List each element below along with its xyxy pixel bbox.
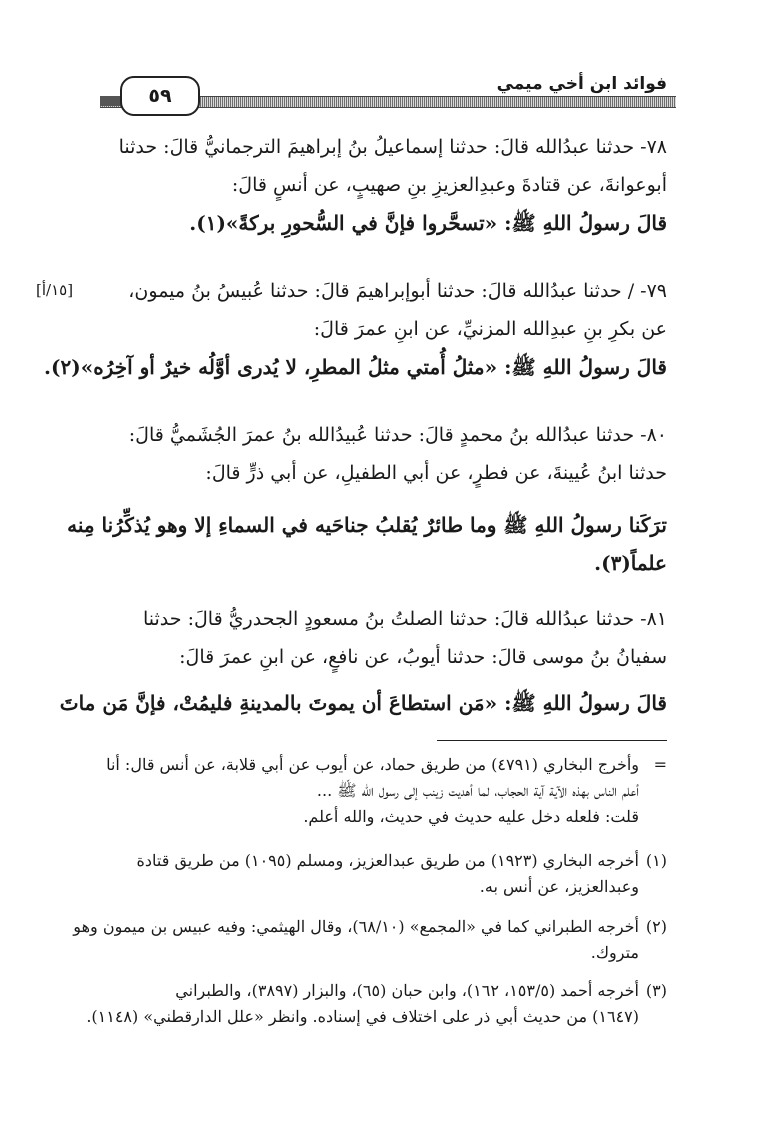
matn-quote: قالَ رسولُ اللهِ ﷺ: «تسحَّروا فإنَّ في السُّحورِ بركةً»(١). — [189, 211, 667, 235]
footnote-separator — [437, 740, 667, 741]
isnad-line: سفيانُ بنُ موسى قالَ: حدثنا أيوبُ، عن نافعٍ، عن ابنِ عمرَ قالَ: — [179, 646, 667, 668]
footnote-line: وأخرج البخاري (٤٧٩١) من طريق حماد، عن أيوب عن أبي قلابة، عن أنس قال: أنا — [106, 755, 639, 774]
hadith-81 — [59, 600, 667, 722]
footnote-line: متروك. — [590, 943, 639, 962]
hadith-78 — [88, 128, 667, 242]
footnote-line: أخرجه الطبراني كما في «المجمع» (٦٨/١٠)، وقال الهيثمي: وفيه عبيس بن ميمون وهو — [73, 917, 639, 936]
isnad-line: ٧٩- / حدثنا عبدُالله قالَ: حدثنا أبوإبراهيمَ قالَ: حدثنا عُبيسُ بنُ ميمون، — [128, 280, 667, 302]
isnad-line: ٨١- حدثنا عبدُالله قالَ: حدثنا الصلتُ بنُ مسعودٍ الجحدريُّ قالَ: حدثنا — [143, 608, 667, 630]
matn-quote: ترَكَنا رسولُ اللهِ ﷺ وما طائرٌ يُقلبُ جناحَيه في السماءِ إلا وهو يُذكِّرُنا مِنه — [67, 513, 667, 537]
hadith-80 — [67, 416, 667, 582]
footnote-line: (١٦٤٧) من حديث أبي ذر على اختلاف في إسناده. وانظر «علل الدارقطني» (١١٤٨). — [86, 1007, 639, 1026]
matn-quote: قالَ رسولُ اللهِ ﷺ: «مثلُ أُمتي مثلُ المطرِ، لا يُدرى أوَّلُه خيرٌ أو آخِرُه»(٢). — [44, 355, 667, 379]
isnad-line: ٨٠- حدثنا عبدُالله بنُ محمدٍ قالَ: حدثنا عُبيدُالله بنُ عمرَ الجُشَميُّ قالَ: — [128, 424, 667, 446]
isnad-line: أبوعوانةَ، عن قتادةَ وعبدِالعزيزِ بنِ صهيبٍ، عن أنسٍ قالَ: — [231, 174, 667, 196]
footnote-line: وعبدالعزيز، عن أنس به. — [479, 877, 639, 896]
matn-quote: علماً(٣). — [594, 551, 667, 575]
footnote-mark: (٣) — [645, 981, 667, 1000]
isnad-line: حدثنا ابنُ عُيينةَ، عن فطرٍ، عن أبي الطفيلِ، عن أبي ذرٍّ قالَ: — [205, 462, 667, 484]
matn-quote: قالَ رسولُ اللهِ ﷺ: «مَن استطاعَ أن يموتَ بالمدينةِ فليمُتْ، فإنَّ مَن ماتَ — [59, 691, 667, 715]
running-header-title: فوائد ابن أخي ميمي — [496, 74, 667, 94]
header-rule-end — [100, 96, 122, 106]
manuscript-folio-ref: [١٥/أ] — [36, 281, 74, 299]
footnote-line: أخرجه البخاري (١٩٢٣) من طريق عبدالعزيز، ومسلم (١٠٩٥) من طريق قتادة — [136, 851, 639, 870]
footnote-1 — [88, 848, 667, 900]
footnote-line: أخرجه أحمد (١٥٣/٥، ١٦٢)، وابن حبان (٦٥)، والبزار (٣٨٩٧)، والطبراني — [175, 981, 639, 1000]
footnote-3 — [88, 978, 667, 1030]
page-number: ٥٩ — [120, 76, 200, 116]
isnad-line: ٧٨- حدثنا عبدُالله قالَ: حدثنا إسماعيلُ بنُ إبراهيمَ الترجمانيُّ قالَ: حدثنا — [118, 136, 667, 158]
footnote-2 — [73, 914, 667, 966]
footnote-mark: (١) — [645, 851, 667, 870]
footnote-line: أعلم الناس بهذه الآية آية الحجاب، لما أهديت زينب إلى رسول الله ﷺ ... — [316, 781, 639, 800]
isnad-line: عن بكرِ بنِ عبدِالله المزنيِّ، عن ابنِ عمرَ قالَ: — [313, 318, 667, 340]
footnote-line: قلت: فلعله دخل عليه حديث في حديث، والله أعلم. — [303, 807, 639, 826]
footnote-continued — [88, 752, 667, 830]
footnote-mark: (٢) — [645, 917, 667, 936]
footnote-mark: = — [653, 755, 667, 774]
